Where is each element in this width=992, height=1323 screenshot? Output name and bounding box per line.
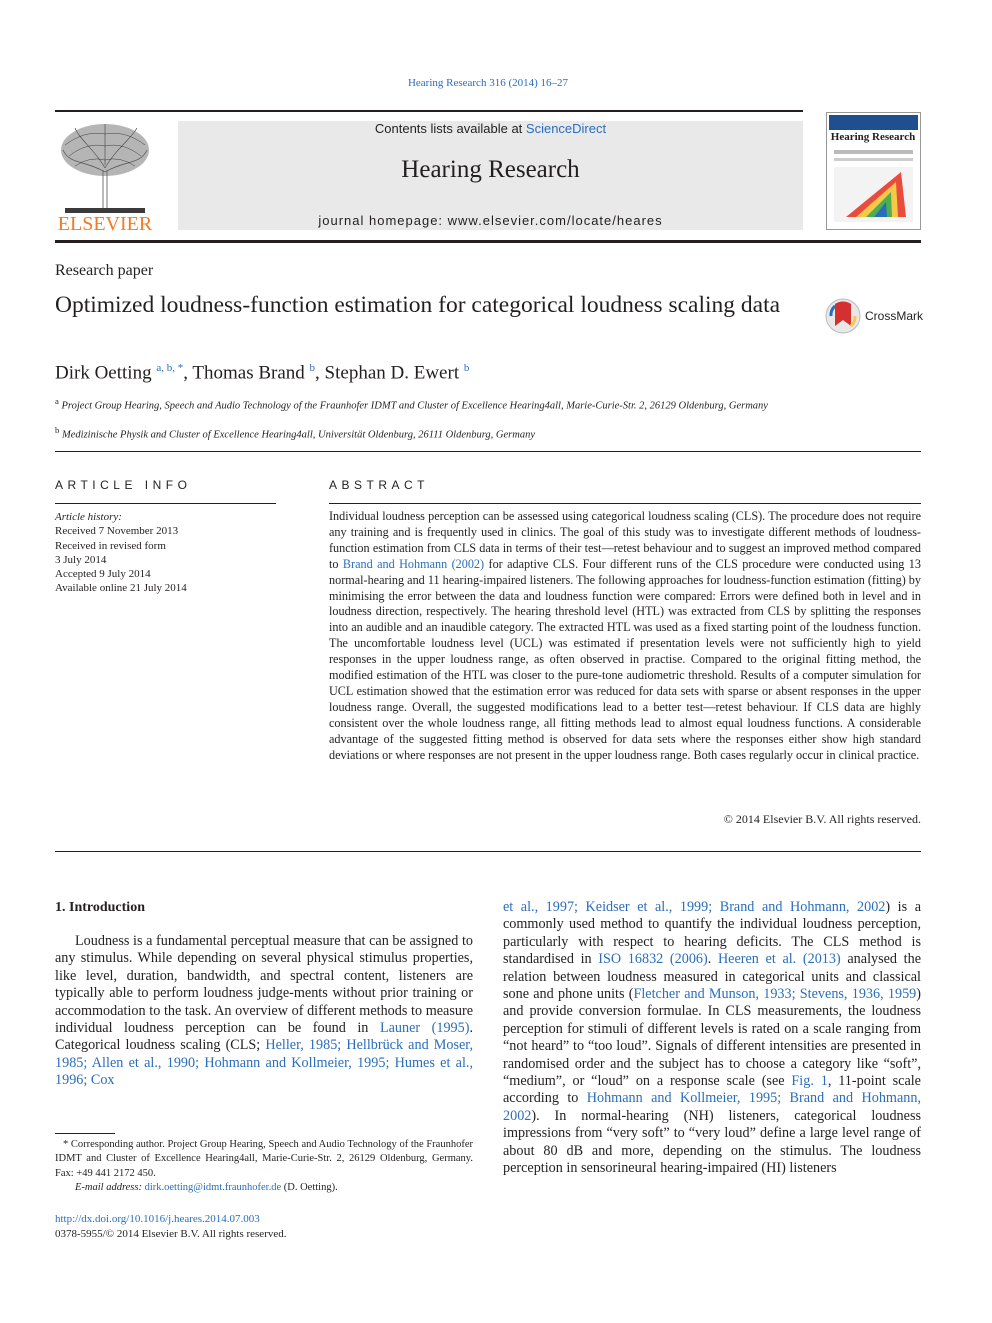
history-entry: Received 7 November 2013 bbox=[55, 525, 179, 538]
author-list: Dirk Oetting $^{a, b, *}$, Thomas Brand $^b$, Stephan D. Ewert $^b$ bbox=[55, 362, 470, 384]
abstract-body bbox=[329, 509, 921, 764]
citation-link[interactable]: Fletcher and Munson, 1933; Stevens, 1936, 1959 bbox=[633, 986, 917, 1003]
cover-title: Hearing Research bbox=[830, 131, 916, 143]
history-entry: Received in revised form bbox=[55, 539, 166, 552]
sciencedirect-link[interactable]: ScienceDirect bbox=[525, 121, 607, 136]
affiliation-text: Medizinische Physik and Cluster of Excellence Hearing4all, Universität Oldenburg, 26111 Oldenburg, Germany bbox=[62, 429, 535, 441]
contents-line bbox=[178, 121, 803, 136]
body-text: analysed the relation between loudness measured in categorical units and classical sone and phone units ( bbox=[503, 951, 921, 1003]
author-marker[interactable]: b bbox=[463, 362, 470, 374]
email-line bbox=[55, 1181, 473, 1195]
elsevier-wordmark: ELSEVIER bbox=[57, 213, 153, 235]
body-text: Loudness is a fundamental perceptual measure that can be assigned to any stimulus. While depending on several physical stimulus properties, like level, duration, bandwidth, and spectral content, listeners are typically able to perform loudness judge-ments without prior training or accommodation to the task. An overview of different methods to measure individual loudness perception can be found in bbox=[55, 933, 473, 1037]
citation-link[interactable]: ISO 16832 (2006) bbox=[598, 951, 708, 968]
crossmark-badge[interactable] bbox=[825, 296, 925, 336]
body-text: , 11-point scale according to bbox=[503, 1073, 921, 1107]
abstract-text: Individual loudness perception can be assessed using categorical loudness scaling (CLS). The procedure does not require any training and is frequently used in clinics. The goal of this study was to investigate different methods of loudness-function estimation from CLS data in terms of their test—retest behaviour and to suggest an improved method compared to bbox=[329, 509, 921, 571]
citation-link[interactable]: Hohmann and Kollmeier, 1995; Brand and Hohmann, 2002 bbox=[503, 1090, 921, 1124]
article-history bbox=[55, 510, 187, 596]
author-marker[interactable]: a, b, * bbox=[156, 362, 184, 374]
citation-link[interactable]: Launer (1995) bbox=[379, 1020, 470, 1037]
affiliation-a bbox=[55, 394, 815, 414]
article-info-rule bbox=[55, 503, 276, 504]
article-type: Research paper bbox=[55, 262, 154, 279]
doi-link[interactable]: http://dx.doi.org/10.1016/j.heares.2014.07.003 bbox=[55, 1213, 260, 1225]
author-name[interactable]: Dirk Oetting bbox=[55, 362, 152, 384]
citation-link[interactable]: Brand and Hohmann (2002) bbox=[342, 556, 485, 571]
issn-line: 0378-5955/© 2014 Elsevier B.V. All rights reserved. bbox=[55, 1228, 287, 1240]
intro-column-right bbox=[503, 899, 921, 1178]
history-entry: Accepted 9 July 2014 bbox=[55, 568, 151, 581]
author-name[interactable]: Stephan D. Ewert bbox=[324, 362, 460, 384]
body-text: ) and provide conversion formulae. In CLS measurements, the loudness perception for stimuli of different levels is rated on a scale ranging from “not heard” to “too loud”. Signals of different intensities are presented in randomised order and the subject has to choose a category like “soft”, “medium”, or “loud” on a response scale (see bbox=[503, 986, 921, 1090]
section-rule bbox=[55, 851, 921, 852]
journal-citation[interactable]: Hearing Research 316 (2014) 16–27 bbox=[407, 77, 569, 89]
affiliation-mark: a bbox=[55, 396, 59, 406]
author-marker[interactable]: b bbox=[309, 362, 316, 374]
article-title: Optimized loudness-function estimation for categorical loudness scaling data bbox=[55, 292, 781, 318]
body-text: . Categorical loudness scaling (CLS; bbox=[55, 1020, 474, 1054]
abstract-text: for adaptive CLS. Four different runs of the CLS procedure were conducted using 13 normal-hearing and 11 hearing-impaired listeners. The following approaches for loudness-function estimation (fitting) by minimising the error between the data and loudness function were compared: Errors were defined both in level and in loudness direction, respectively. The hearing threshold level (HTL) was extracted from CLS by splitting the responses into an audible and an inaudible category. The extracted HTL was used as a fixed starting point of the loudness function. The uncomfortable loudness level (UCL) was estimated if presentation levels were not sufficiently high to yield responses in the upper loudness range, as often observed in practise. Compared to the original fitting method, the modified estimation of the HTL was closer to the pure-tone audiometric threshold. Results of a computer simulation for UCL estimation showed that the estimation error was reduced for data sets with sparse or absent responses in the upper loudness range. Overall, the suggested modifications lead to a better test—retest behaviour. If CLS data are highly consistent over the whole loudness range, all fitting methods lead to almost equal loudness functions. A considerable advantage of the suggested fitting method is observed for data sets where the responses either show high standard deviations or where responses are not present in the upper loudness range. Both cases regularly occur in clinical practice. bbox=[329, 556, 921, 762]
citation-link[interactable]: Heller, 1985; Hellbrück and Moser, 1985; Allen et al., 1990; Hohmann and Kollmeier, 1995; Humes et al., 1996; Cox bbox=[55, 1037, 474, 1089]
author-name[interactable]: Thomas Brand bbox=[192, 362, 305, 384]
history-entry: 3 July 2014 bbox=[55, 553, 107, 566]
citation-link[interactable]: Fig. 1 bbox=[791, 1073, 828, 1090]
intro-column-left bbox=[55, 933, 473, 1090]
body-text: ) is a commonly used method to quantify the individual loudness perception, particularly with respect to hearing deficits. The CLS method is standardised in bbox=[503, 899, 921, 968]
article-info-heading: ARTICLE INFO bbox=[55, 478, 192, 492]
journal-title: Hearing Research bbox=[401, 156, 580, 183]
body-text: . bbox=[707, 951, 718, 968]
corresponding-author-note: * Corresponding author. Project Group Hearing, Speech and Audio Technology of the Fraunhofer IDMT and Cluster of Excellence Hearing4all, Marie-Curie-Str. 2, 26129 Oldenburg, Germany. Fax: +49 441 2172 450. bbox=[55, 1139, 473, 1179]
body-text: ). In normal-hearing (NH) listeners, categorical loudness impressions from “very soft” to “very loud” define a large level range of about 80 dB and more, depending on the stimulus. The loudness perception in sensorineural hearing-impaired (HI) listeners bbox=[503, 1107, 921, 1177]
footnote bbox=[55, 1138, 473, 1195]
elsevier-logo[interactable] bbox=[55, 120, 155, 235]
journal-homepage[interactable]: journal homepage: www.elsevier.com/locate/heares bbox=[318, 213, 663, 228]
citation-link[interactable]: Heeren et al. (2013) bbox=[717, 951, 841, 968]
history-entry: Available online 21 July 2014 bbox=[55, 582, 187, 595]
doi-block bbox=[55, 1212, 287, 1242]
journal-cover-thumbnail[interactable] bbox=[826, 112, 921, 230]
contents-prefix: Contents lists available at bbox=[374, 121, 526, 136]
email-label: E-mail address: bbox=[75, 1181, 145, 1193]
intro-heading: 1. Introduction bbox=[55, 900, 145, 915]
crossmark-label: CrossMark bbox=[865, 309, 924, 323]
affiliation-mark: b bbox=[55, 425, 60, 435]
abstract-copyright: © 2014 Elsevier B.V. All rights reserved. bbox=[723, 812, 921, 826]
email-link[interactable]: dirk.oetting@idmt.fraunhofer.de bbox=[144, 1181, 282, 1193]
footnote-rule bbox=[55, 1133, 115, 1134]
abstract-rule bbox=[329, 503, 921, 504]
section-rule bbox=[55, 451, 921, 452]
header-bottom-rule bbox=[55, 240, 921, 243]
abstract-heading: ABSTRACT bbox=[329, 478, 430, 492]
email-suffix: (D. Oetting). bbox=[281, 1181, 338, 1193]
header-top-rule bbox=[55, 110, 803, 112]
affiliation-text: Project Group Hearing, Speech and Audio Technology of the Fraunhofer IDMT and Cluster of Excellence Hearing4all, Marie-Curie-Str. 2, 26129 Oldenburg, Germany bbox=[61, 400, 768, 412]
history-label: Article history: bbox=[55, 511, 122, 523]
affiliation-b bbox=[55, 423, 815, 443]
citation-link[interactable]: et al., 1997; Keidser et al., 1999; Brand and Hohmann, 2002 bbox=[503, 899, 886, 915]
